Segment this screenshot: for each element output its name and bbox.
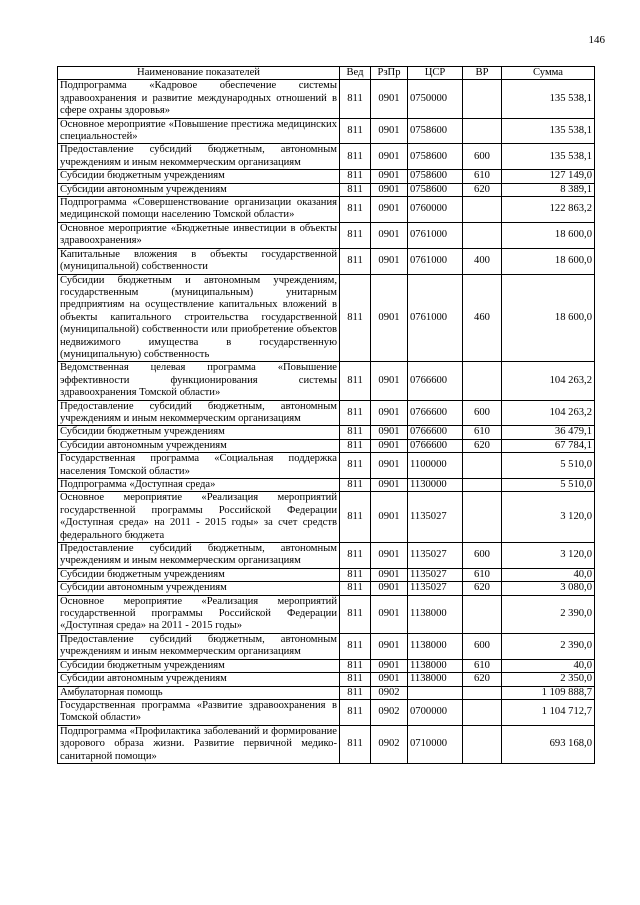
row-vr-cell (463, 725, 502, 763)
row-name-cell: Основное мероприятие «Повышение престижа медицинских специальностей» (58, 118, 340, 144)
row-ved-cell: 811 (340, 673, 371, 686)
row-name-cell: Субсидии автономным учреждениям (58, 183, 340, 196)
table-row (58, 659, 595, 672)
row-name-cell: Государственная программа «Развитие здравоохранения в Томской области» (58, 699, 340, 725)
row-rzpr-cell: 0901 (371, 183, 408, 196)
table-row (58, 118, 595, 144)
row-vr-cell (463, 118, 502, 144)
row-sum-cell: 18 600,0 (502, 222, 595, 248)
row-sum-cell: 5 510,0 (502, 453, 595, 479)
row-vr-cell (463, 197, 502, 223)
row-rzpr-cell: 0902 (371, 699, 408, 725)
row-vr-cell: 610 (463, 170, 502, 183)
row-vr-cell: 620 (463, 673, 502, 686)
table-row (58, 686, 595, 699)
row-sum-cell: 3 080,0 (502, 582, 595, 595)
row-csr-cell: 1135027 (408, 492, 463, 543)
row-vr-cell: 460 (463, 274, 502, 362)
table-header-row (58, 67, 595, 80)
row-name-cell: Амбулаторная помощь (58, 686, 340, 699)
row-ved-cell: 811 (340, 543, 371, 569)
row-rzpr-cell: 0901 (371, 439, 408, 452)
row-csr-cell: 0758600 (408, 144, 463, 170)
row-csr-cell: 1138000 (408, 673, 463, 686)
row-rzpr-cell: 0901 (371, 568, 408, 581)
row-rzpr-cell: 0901 (371, 197, 408, 223)
row-vr-cell (463, 595, 502, 633)
row-ved-cell: 811 (340, 80, 371, 118)
row-csr-cell: 1138000 (408, 633, 463, 659)
row-name-cell: Субсидии бюджетным учреждениям (58, 568, 340, 581)
row-vr-cell (463, 362, 502, 400)
header-csr: ЦСР (408, 67, 463, 80)
table-row (58, 543, 595, 569)
row-rzpr-cell: 0901 (371, 170, 408, 183)
row-sum-cell: 18 600,0 (502, 274, 595, 362)
row-csr-cell: 0760000 (408, 197, 463, 223)
row-vr-cell (463, 80, 502, 118)
row-vr-cell: 600 (463, 633, 502, 659)
row-sum-cell: 127 149,0 (502, 170, 595, 183)
row-name-cell: Подпрограмма «Доступная среда» (58, 479, 340, 492)
row-ved-cell: 811 (340, 453, 371, 479)
row-sum-cell: 2 390,0 (502, 633, 595, 659)
row-csr-cell: 0700000 (408, 699, 463, 725)
table-row (58, 80, 595, 118)
table-row (58, 248, 595, 274)
row-rzpr-cell: 0901 (371, 222, 408, 248)
row-csr-cell: 0758600 (408, 118, 463, 144)
row-vr-cell (463, 453, 502, 479)
table-row (58, 183, 595, 196)
row-ved-cell: 811 (340, 582, 371, 595)
row-rzpr-cell: 0901 (371, 144, 408, 170)
row-name-cell: Субсидии бюджетным и автономным учреждениям, государственным (муниципальным) унитарным предприятиям на осуществление капитальных вложений в объекты капитального строительства государственной (муниципальной) собственности или приобретение объектов недвижимого имущества в государственную (муниципальную) собственность (58, 274, 340, 362)
row-csr-cell: 1135027 (408, 543, 463, 569)
row-sum-cell: 40,0 (502, 659, 595, 672)
row-ved-cell: 811 (340, 659, 371, 672)
row-csr-cell: 0766600 (408, 439, 463, 452)
row-csr-cell: 1138000 (408, 595, 463, 633)
row-ved-cell: 811 (340, 197, 371, 223)
row-vr-cell: 620 (463, 439, 502, 452)
row-rzpr-cell: 0901 (371, 248, 408, 274)
row-csr-cell: 0750000 (408, 80, 463, 118)
row-ved-cell: 811 (340, 686, 371, 699)
row-ved-cell: 811 (340, 362, 371, 400)
row-rzpr-cell: 0901 (371, 659, 408, 672)
row-name-cell: Основное мероприятие «Реализация мероприятий государственной программы Российской Федерации «Доступная среда» на 2011 - 2015 годы» за счет средств федерального бюджета (58, 492, 340, 543)
row-sum-cell: 8 389,1 (502, 183, 595, 196)
row-rzpr-cell: 0901 (371, 673, 408, 686)
row-name-cell: Подпрограмма «Кадровое обеспечение системы здравоохранения и развитие международных отношений в сфере охраны здоровья» (58, 80, 340, 118)
row-vr-cell (463, 492, 502, 543)
row-sum-cell: 36 479,1 (502, 426, 595, 439)
row-sum-cell: 3 120,0 (502, 543, 595, 569)
table-row (58, 673, 595, 686)
budget-table (57, 66, 595, 764)
row-name-cell: Субсидии автономным учреждениям (58, 582, 340, 595)
row-ved-cell: 811 (340, 568, 371, 581)
row-sum-cell: 135 538,1 (502, 80, 595, 118)
table-row (58, 144, 595, 170)
row-sum-cell: 40,0 (502, 568, 595, 581)
row-vr-cell (463, 222, 502, 248)
row-rzpr-cell: 0901 (371, 479, 408, 492)
row-sum-cell: 1 109 888,7 (502, 686, 595, 699)
row-sum-cell: 135 538,1 (502, 144, 595, 170)
row-rzpr-cell: 0901 (371, 274, 408, 362)
row-ved-cell: 811 (340, 439, 371, 452)
row-name-cell: Предоставление субсидий бюджетным, автономным учреждениям и иным некоммерческим организациям (58, 400, 340, 426)
row-name-cell: Подпрограмма «Профилактика заболеваний и формирование здорового образа жизни. Развитие первичной медико-санитарной помощи» (58, 725, 340, 763)
row-ved-cell: 811 (340, 426, 371, 439)
row-vr-cell: 600 (463, 400, 502, 426)
row-rzpr-cell: 0901 (371, 453, 408, 479)
header-sum: Сумма (502, 67, 595, 80)
row-rzpr-cell: 0901 (371, 595, 408, 633)
row-name-cell: Ведомственная целевая программа «Повышение эффективности функционирования системы здравоохранения Томской области» (58, 362, 340, 400)
row-ved-cell: 811 (340, 479, 371, 492)
table-row (58, 479, 595, 492)
row-rzpr-cell: 0901 (371, 118, 408, 144)
row-vr-cell: 400 (463, 248, 502, 274)
row-name-cell: Субсидии автономным учреждениям (58, 673, 340, 686)
row-csr-cell: 1100000 (408, 453, 463, 479)
page-number: 146 (588, 34, 605, 46)
row-sum-cell: 693 168,0 (502, 725, 595, 763)
row-csr-cell: 1135027 (408, 582, 463, 595)
row-name-cell: Субсидии бюджетным учреждениям (58, 426, 340, 439)
header-name: Наименование показателей (58, 67, 340, 80)
table-row (58, 426, 595, 439)
table-row (58, 222, 595, 248)
table-row (58, 595, 595, 633)
row-ved-cell: 811 (340, 144, 371, 170)
row-rzpr-cell: 0901 (371, 362, 408, 400)
row-rzpr-cell: 0901 (371, 633, 408, 659)
row-name-cell: Подпрограмма «Совершенствование организации оказания медицинской помощи населению Томской области» (58, 197, 340, 223)
row-rzpr-cell: 0901 (371, 426, 408, 439)
row-rzpr-cell: 0902 (371, 686, 408, 699)
row-sum-cell: 1 104 712,7 (502, 699, 595, 725)
row-rzpr-cell: 0901 (371, 400, 408, 426)
row-vr-cell: 610 (463, 659, 502, 672)
row-sum-cell: 135 538,1 (502, 118, 595, 144)
row-csr-cell: 0766600 (408, 362, 463, 400)
row-sum-cell: 2 350,0 (502, 673, 595, 686)
row-csr-cell: 0758600 (408, 170, 463, 183)
row-name-cell: Субсидии автономным учреждениям (58, 439, 340, 452)
table-row (58, 170, 595, 183)
row-csr-cell: 0761000 (408, 248, 463, 274)
table-row (58, 492, 595, 543)
row-name-cell: Предоставление субсидий бюджетным, автономным учреждениям и иным некоммерческим организациям (58, 144, 340, 170)
table-row (58, 633, 595, 659)
row-ved-cell: 811 (340, 118, 371, 144)
row-csr-cell: 1138000 (408, 659, 463, 672)
row-sum-cell: 67 784,1 (502, 439, 595, 452)
row-vr-cell: 600 (463, 144, 502, 170)
row-csr-cell: 0766600 (408, 426, 463, 439)
row-csr-cell: 0761000 (408, 222, 463, 248)
row-ved-cell: 811 (340, 492, 371, 543)
row-name-cell: Предоставление субсидий бюджетным, автономным учреждениям и иным некоммерческим организациям (58, 633, 340, 659)
row-csr-cell: 1135027 (408, 568, 463, 581)
row-ved-cell: 811 (340, 633, 371, 659)
row-ved-cell: 811 (340, 170, 371, 183)
row-name-cell: Капитальные вложения в объекты государственной (муниципальной) собственности (58, 248, 340, 274)
row-sum-cell: 2 390,0 (502, 595, 595, 633)
row-rzpr-cell: 0902 (371, 725, 408, 763)
table-row (58, 568, 595, 581)
row-name-cell: Основное мероприятие «Бюджетные инвестиции в объекты здравоохранения» (58, 222, 340, 248)
row-vr-cell (463, 686, 502, 699)
row-name-cell: Субсидии бюджетным учреждениям (58, 170, 340, 183)
row-rzpr-cell: 0901 (371, 543, 408, 569)
table-row (58, 725, 595, 763)
row-ved-cell: 811 (340, 400, 371, 426)
row-ved-cell: 811 (340, 183, 371, 196)
row-vr-cell (463, 479, 502, 492)
row-sum-cell: 122 863,2 (502, 197, 595, 223)
table-row (58, 197, 595, 223)
row-vr-cell: 620 (463, 183, 502, 196)
row-ved-cell: 811 (340, 595, 371, 633)
row-rzpr-cell: 0901 (371, 80, 408, 118)
row-csr-cell: 0766600 (408, 400, 463, 426)
row-csr-cell: 0761000 (408, 274, 463, 362)
table-row (58, 274, 595, 362)
row-rzpr-cell: 0901 (371, 492, 408, 543)
row-ved-cell: 811 (340, 725, 371, 763)
row-vr-cell: 620 (463, 582, 502, 595)
row-name-cell: Субсидии бюджетным учреждениям (58, 659, 340, 672)
row-ved-cell: 811 (340, 699, 371, 725)
table-row (58, 362, 595, 400)
row-vr-cell: 610 (463, 426, 502, 439)
row-sum-cell: 5 510,0 (502, 479, 595, 492)
row-sum-cell: 104 263,2 (502, 362, 595, 400)
row-sum-cell: 3 120,0 (502, 492, 595, 543)
row-vr-cell: 610 (463, 568, 502, 581)
row-csr-cell: 0758600 (408, 183, 463, 196)
row-csr-cell: 0710000 (408, 725, 463, 763)
table-row (58, 582, 595, 595)
row-name-cell: Государственная программа «Социальная поддержка населения Томской области» (58, 453, 340, 479)
table-row (58, 699, 595, 725)
row-name-cell: Основное мероприятие «Реализация мероприятий государственной программы Российской Федерации «Доступная среда» на 2011 - 2015 годы» (58, 595, 340, 633)
row-ved-cell: 811 (340, 222, 371, 248)
row-csr-cell (408, 686, 463, 699)
header-vr: ВР (463, 67, 502, 80)
table-row (58, 439, 595, 452)
row-csr-cell: 1130000 (408, 479, 463, 492)
header-ved: Вед (340, 67, 371, 80)
row-ved-cell: 811 (340, 274, 371, 362)
row-ved-cell: 811 (340, 248, 371, 274)
table-row (58, 453, 595, 479)
row-sum-cell: 18 600,0 (502, 248, 595, 274)
header-rzpr: РзПр (371, 67, 408, 80)
table-row (58, 400, 595, 426)
table-body (58, 80, 595, 764)
row-name-cell: Предоставление субсидий бюджетным, автономным учреждениям и иным некоммерческим организациям (58, 543, 340, 569)
row-sum-cell: 104 263,2 (502, 400, 595, 426)
row-rzpr-cell: 0901 (371, 582, 408, 595)
row-vr-cell: 600 (463, 543, 502, 569)
row-vr-cell (463, 699, 502, 725)
